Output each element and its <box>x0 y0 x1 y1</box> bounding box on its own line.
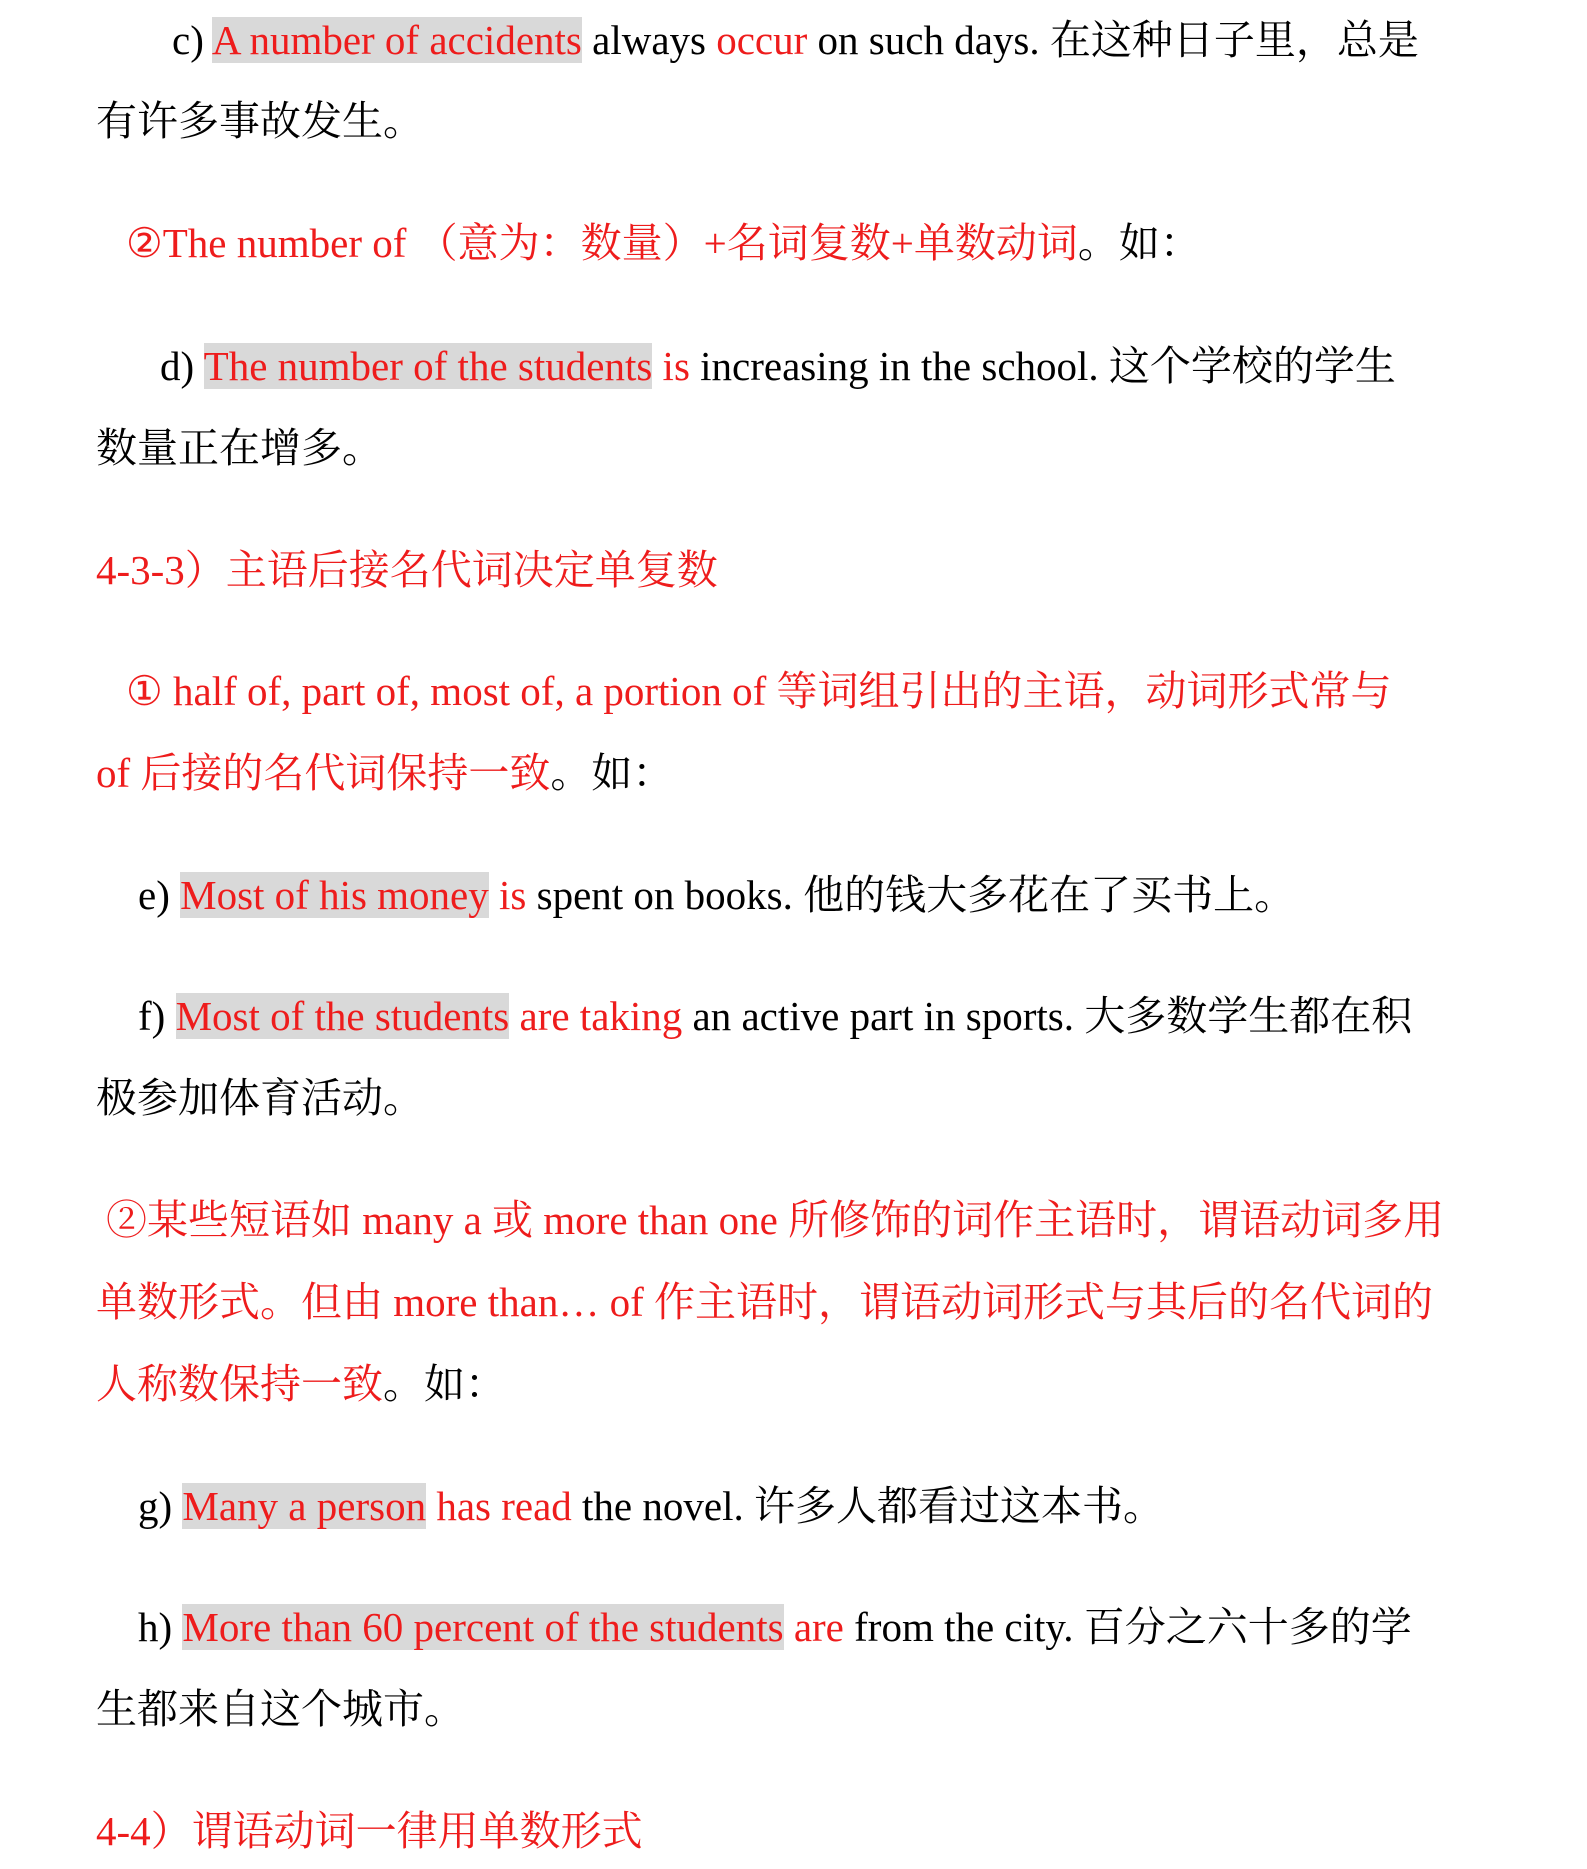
text-line-heading-4-4 <box>96 1803 1491 1859</box>
red-text-segment: are taking <box>509 993 683 1039</box>
red-text-segment: 人称数保持一致 <box>96 1361 383 1407</box>
text-line-rule-2b-line-2 <box>96 1274 1491 1330</box>
text-segment: 有许多事故发生。 <box>96 98 424 144</box>
text-line-h-line-2 <box>96 1681 1491 1737</box>
text-line-c-line-1 <box>96 12 1491 68</box>
text-segment: the novel. 许多人都看过这本书。 <box>571 1483 1164 1529</box>
text-line-g-line <box>96 1478 1491 1534</box>
text-segment: increasing in the school. 这个学校的学生 <box>689 343 1396 389</box>
red-text-segment: ②某些短语如 many a 或 more than one 所修饰的词作主语时，谓语动词多用 <box>106 1197 1445 1243</box>
text-segment: f) <box>138 993 176 1039</box>
text-line-rule-1-line-2 <box>96 745 1491 801</box>
text-segment: e) <box>138 872 181 918</box>
text-line-h-line-1 <box>96 1599 1491 1655</box>
text-line-d-line-1 <box>96 338 1491 394</box>
red-text-segment: occur <box>716 17 808 63</box>
highlighted-subject: A number of accidents <box>211 17 582 63</box>
text-segment: h) <box>138 1604 183 1650</box>
text-segment: 数量正在增多。 <box>96 425 383 471</box>
red-text-segment: has read <box>426 1483 572 1529</box>
red-text-segment: is <box>652 343 690 389</box>
text-segment: 。如： <box>550 750 674 796</box>
text-segment: always <box>581 17 717 63</box>
highlighted-subject: The number of the students <box>203 343 653 389</box>
text-segment: 。如： <box>383 1361 506 1407</box>
text-segment: 极参加体育活动。 <box>96 1075 424 1121</box>
red-text-segment: 4-4）谓语动词一律用单数形式 <box>96 1808 643 1854</box>
text-line-f-line-2 <box>96 1070 1491 1126</box>
text-segment: on such days. 在这种日子里，总是 <box>807 17 1419 63</box>
red-text-segment: are <box>783 1604 844 1650</box>
text-segment: an active part in sports. 大多数学生都在积 <box>682 993 1413 1039</box>
text-line-rule-2b-line-3 <box>96 1356 1491 1412</box>
highlighted-subject: Many a person <box>182 1483 427 1529</box>
text-line-rule-1-line-1 <box>96 663 1491 719</box>
text-segment: c) <box>172 17 212 63</box>
red-text-segment: of 后接的名代词保持一致 <box>96 750 551 796</box>
text-segment: 。如： <box>1077 220 1201 266</box>
text-segment: d) <box>160 343 204 389</box>
red-text-segment: ① half of, part of, most of, a portion of 等词组引出的主语，动词形式常与 <box>126 668 1392 714</box>
text-line-heading-4-3-3 <box>96 542 1491 598</box>
red-text-segment: is <box>488 872 527 918</box>
highlighted-subject: Most of the students <box>175 993 510 1039</box>
text-segment: from the city. 百分之六十多的学 <box>843 1604 1412 1650</box>
text-segment: spent on books. 他的钱大多花在了买书上。 <box>526 872 1296 918</box>
highlighted-subject: More than 60 percent of the students <box>182 1604 784 1650</box>
red-text-segment: 单数形式。但由 more than… of 作主语时，谓语动词形式与其后的名代词的 <box>96 1279 1433 1325</box>
text-line-f-line-1 <box>96 988 1491 1044</box>
text-segment: 生都来自这个城市。 <box>96 1686 465 1732</box>
text-segment: g) <box>138 1483 183 1529</box>
red-text-segment: 4-3-3）主语后接名代词决定单复数 <box>96 547 718 593</box>
text-line-d-line-2 <box>96 420 1491 476</box>
text-line-e-line <box>96 867 1491 923</box>
text-line-c-line-2 <box>96 93 1491 149</box>
text-line-rule-2b-line-1 <box>96 1192 1491 1248</box>
text-line-rule-2 <box>96 215 1491 271</box>
red-text-segment: ②The number of （意为：数量）+名词复数+单数动词 <box>126 220 1078 266</box>
highlighted-subject: Most of his money <box>180 872 489 918</box>
